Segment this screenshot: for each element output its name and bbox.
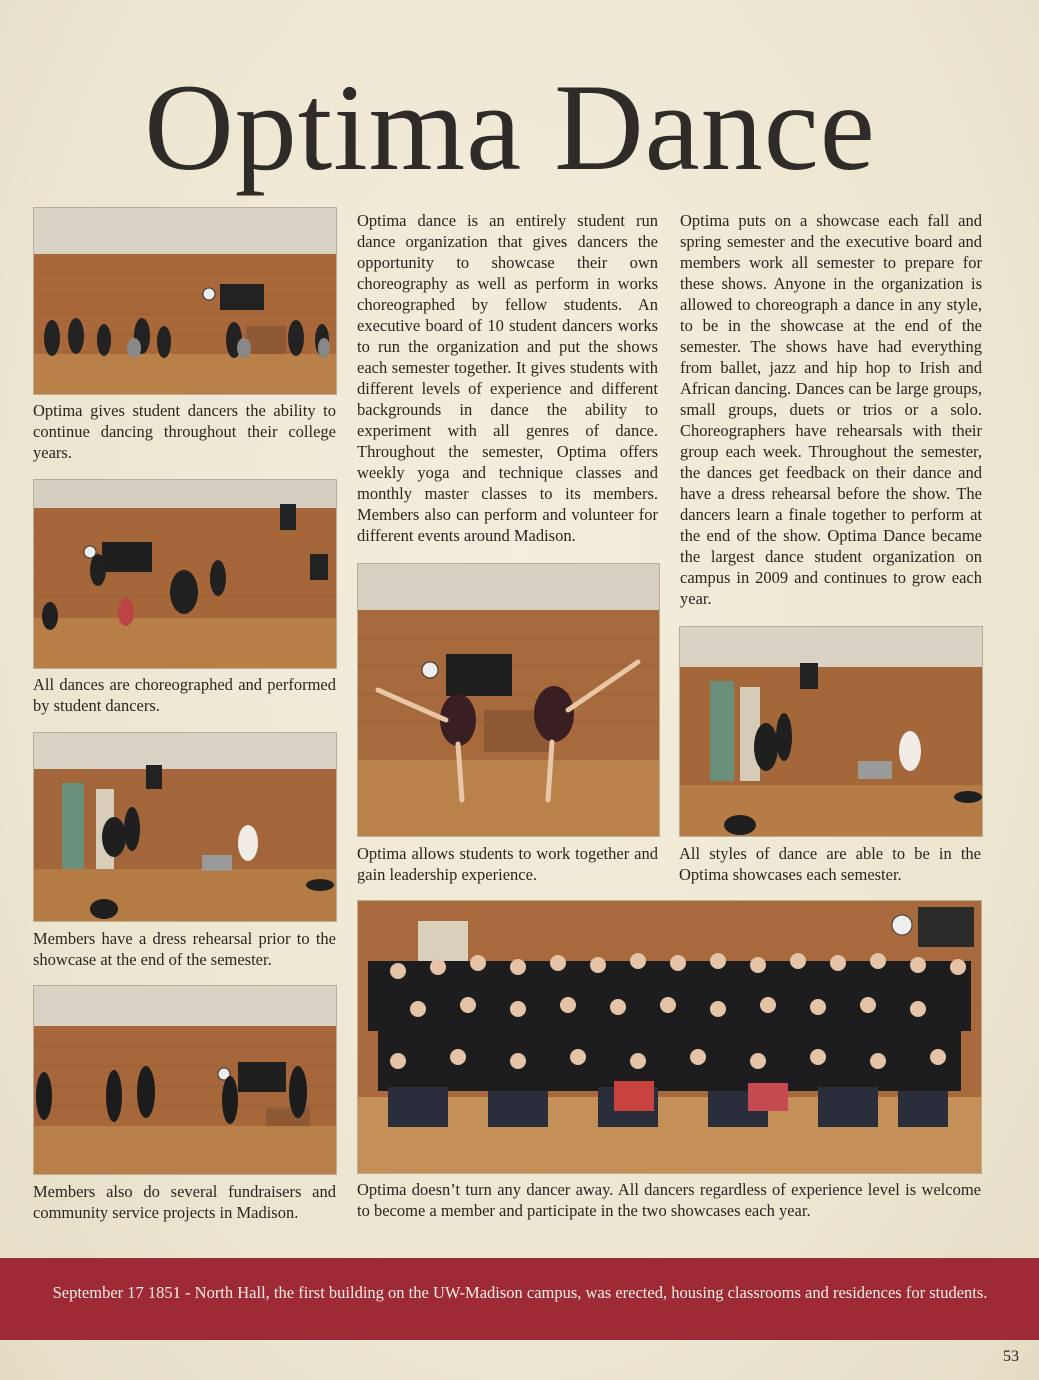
caption-photo-1: Optima gives student dancers the ability to continue dancing throughout their college years.: [33, 401, 336, 462]
caption-photo-7: Optima doesn’t turn any dancer away. All dancers regardless of experience level is welcome to become a member and participate in the two showcases each year.: [357, 1180, 981, 1220]
footer-fact: September 17 1851 - North Hall, the first building on the UW-Madison campus, was erected, housing classrooms and residences for students.: [52, 1283, 988, 1302]
caption-photo-4: Members also do several fundraisers and community service projects in Madison.: [33, 1182, 336, 1222]
photo-fundraiser: [33, 985, 337, 1175]
body-paragraph-2: Optima puts on a showcase each fall and spring semester and the executive board and members work all semester to prepare for these shows. Anyone in the organization is allowed to choreograph a dance in any style, to be in the showcase at the end of the semester. The shows have had everything from ballet, jazz and hip hop to Irish and African dancing. Dances can be large groups, small groups, duets or trios or a solo. Choreographers have rehearsals with their group each week. Throughout the semester, the dances get feedback on their dance and have a dress rehearsal before the show. The dancers learn a finale together to perform at the end of the show. Optima Dance became the largest dance student organization on campus in 2009 and continues to grow each year.: [680, 211, 982, 608]
photo-duet: [357, 563, 660, 837]
body-paragraph-1: Optima dance is an entirely student run dance organization that gives dancers the opportunity to showcase their own choreography as well as perform in works choreographed by fellow students. An executive board of 10 student dancers works to run the organization and put the shows each semester together. It gives students with different levels of experience and different backgrounds in dance the ability to experiment with all genres of dance. Throughout the semester, Optima offers weekly yoga and technique classes and monthly master classes to its members. Members also can perform and volunteer for different events around Madison.: [357, 211, 658, 545]
page-title: Optima Dance: [144, 59, 876, 196]
photo-rehearsal-dancers: [33, 479, 337, 669]
caption-photo-5: Optima allows students to work together and gain leadership experience.: [357, 844, 658, 884]
photo-group-rehearsal: [33, 207, 337, 395]
page-number: 53: [1003, 1348, 1019, 1365]
photo-group-portrait: [357, 900, 982, 1174]
photo-dress-rehearsal: [33, 732, 337, 922]
caption-photo-3: Members have a dress rehearsal prior to the showcase at the end of the semester.: [33, 929, 336, 969]
caption-photo-2: All dances are choreographed and performed by student dancers.: [33, 675, 336, 715]
caption-photo-6: All styles of dance are able to be in the Optima showcases each semester.: [679, 844, 981, 884]
photo-dance-styles: [679, 626, 983, 837]
